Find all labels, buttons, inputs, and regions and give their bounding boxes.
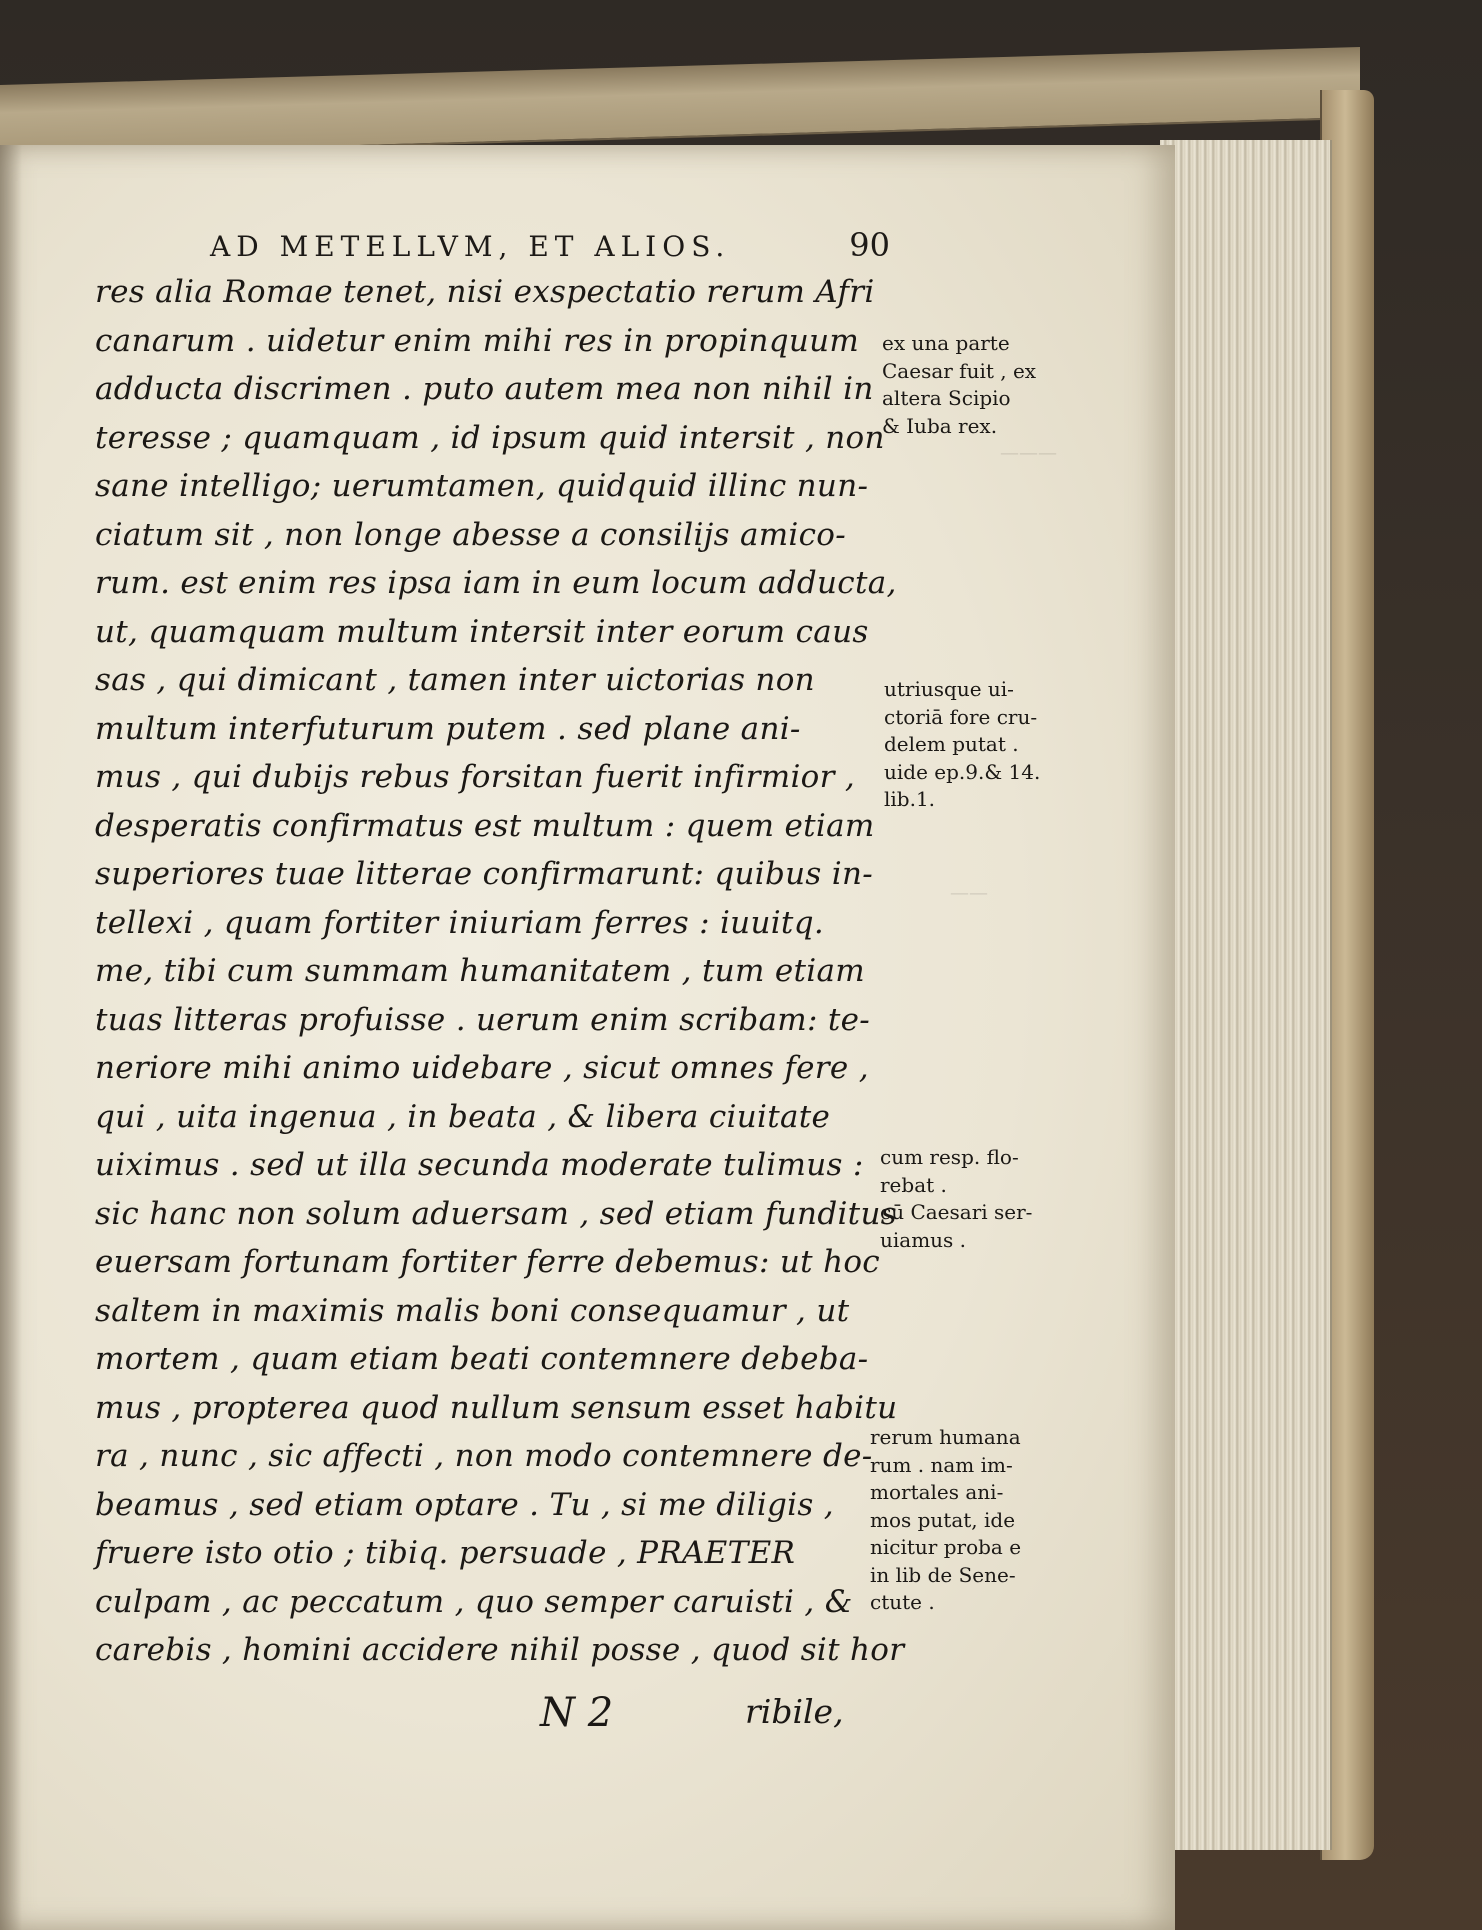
marginal-note-line: ex una parte: [882, 331, 1010, 355]
text-line: res alia Romae tenet, nisi exspectatio rerum Afri: [95, 274, 875, 310]
text-line: tuas litteras profuisse . uerum enim scribam: te-: [95, 1001, 871, 1038]
text-line: desperatis confirmatus est multum : quem etiam: [95, 807, 875, 844]
text-line: rum. est enim res ipsa iam in eum locum adducta,: [95, 565, 897, 601]
marginal-note-line: uiamus .: [880, 1227, 967, 1252]
marginal-note-line: mortales ani-: [870, 1480, 1004, 1504]
signature-mark: N 2: [540, 1690, 614, 1736]
text-line: ut, quamquam multum intersit inter eorum caus: [95, 613, 869, 650]
marginal-note-line: mos putat, ide: [870, 1507, 1016, 1532]
show-through-mark: ———: [1000, 442, 1057, 464]
text-line: ra , nunc , sic affecti , non modo contemnere de-: [95, 1438, 873, 1474]
text-line: fruere isto otio ; tibiq. persuade , PRAETER: [95, 1535, 796, 1571]
text-line: saltem in maximis malis boni consequamur , ut: [95, 1292, 850, 1329]
marginal-note-line: uide ep.9.& 14.: [884, 759, 1041, 784]
text-line: uiximus . sed ut illa secunda moderate tulimus :: [95, 1147, 864, 1183]
page-number: 90: [849, 226, 890, 264]
marginal-note-line: & Iuba rex.: [882, 413, 998, 438]
text-line: tellexi , quam fortiter iniuriam ferres : iuuitq.: [95, 904, 824, 941]
text-line: me, tibi cum summam humanitatem , tum etiam: [95, 953, 865, 989]
text-line: mus , qui dubijs rebus forsitan fuerit infirmior ,: [95, 759, 856, 795]
marginal-note-line: altera Scipio: [882, 386, 1011, 410]
text-line: beamus , sed etiam optare . Tu , si me diligis ,: [95, 1486, 834, 1523]
book-cover-top: [0, 47, 1360, 157]
text-line: carebis , homini accidere nihil posse , quod sit hor: [95, 1632, 905, 1668]
marginal-note-line: utriusque ui-: [884, 677, 1014, 701]
page-edges: [1160, 140, 1332, 1850]
text-line: sas , qui dimicant , tamen inter uictorias non: [95, 662, 815, 698]
text-line: qui , uita ingenua , in beata , & libera ciuitate: [95, 1098, 831, 1135]
marginal-note-line: ctoriā fore cru-: [884, 704, 1038, 729]
marginal-note-line: cum resp. flo-: [880, 1145, 1019, 1169]
running-title: AD METELLVM, ET ALIOS.: [210, 230, 731, 263]
marginal-note: [882, 330, 1036, 440]
marginal-note-line: in lib de Sene-: [870, 1562, 1016, 1587]
marginal-note: [884, 676, 1040, 814]
text-line: culpam , ac peccatum , quo semper caruisti , &: [95, 1583, 853, 1620]
text-line: neriore mihi animo uidebare , sicut omnes fere ,: [95, 1050, 869, 1086]
text-line: teresse ; quamquam , id ipsum quid intersit , non: [95, 419, 885, 456]
text-line: canarum . uidetur enim mihi res in propinquum: [95, 322, 860, 359]
text-line: mus , propterea quod nullum sensum esset habitu: [95, 1389, 898, 1426]
text-line: sane intelligo; uerumtamen, quidquid illinc nun-: [95, 468, 869, 504]
marginal-note-line: rum . nam im-: [870, 1452, 1013, 1477]
marginal-note-line: Caesar fuit , ex: [882, 358, 1037, 383]
marginal-note-line: rebat .: [880, 1172, 947, 1197]
marginal-note: [880, 1144, 1032, 1254]
running-header: [210, 226, 890, 270]
marginal-note-line: lib.1.: [884, 787, 936, 811]
text-line: adducta discrimen . puto autem mea non nihil in: [95, 371, 874, 407]
marginal-note-line: nicitur proba e: [870, 1535, 1022, 1559]
marginal-note-line: rerum humana: [870, 1425, 1021, 1449]
show-through-mark: ——: [950, 882, 988, 904]
text-line: euersam fortunam fortiter ferre debemus: ut hoc: [95, 1244, 880, 1280]
text-line: superiores tuae litterae confirmarunt: quibus in-: [95, 856, 874, 892]
marginal-note: [870, 1424, 1021, 1617]
text-line: ciatum sit , non longe abesse a consilijs amico-: [95, 516, 847, 553]
text-line: mortem , quam etiam beati contemnere debeba-: [95, 1341, 869, 1377]
page-gutter-shadow: [0, 145, 22, 1930]
marginal-note-line: cū Caesari ser-: [880, 1200, 1033, 1224]
text-line: multum interfuturum putem . sed plane ani-: [95, 710, 801, 747]
text-line: sic hanc non solum aduersam , sed etiam funditus: [95, 1195, 897, 1232]
catchword: ribile,: [745, 1692, 844, 1731]
marginal-note-line: delem putat .: [884, 732, 1019, 756]
marginal-note-line: ctute .: [870, 1590, 935, 1614]
